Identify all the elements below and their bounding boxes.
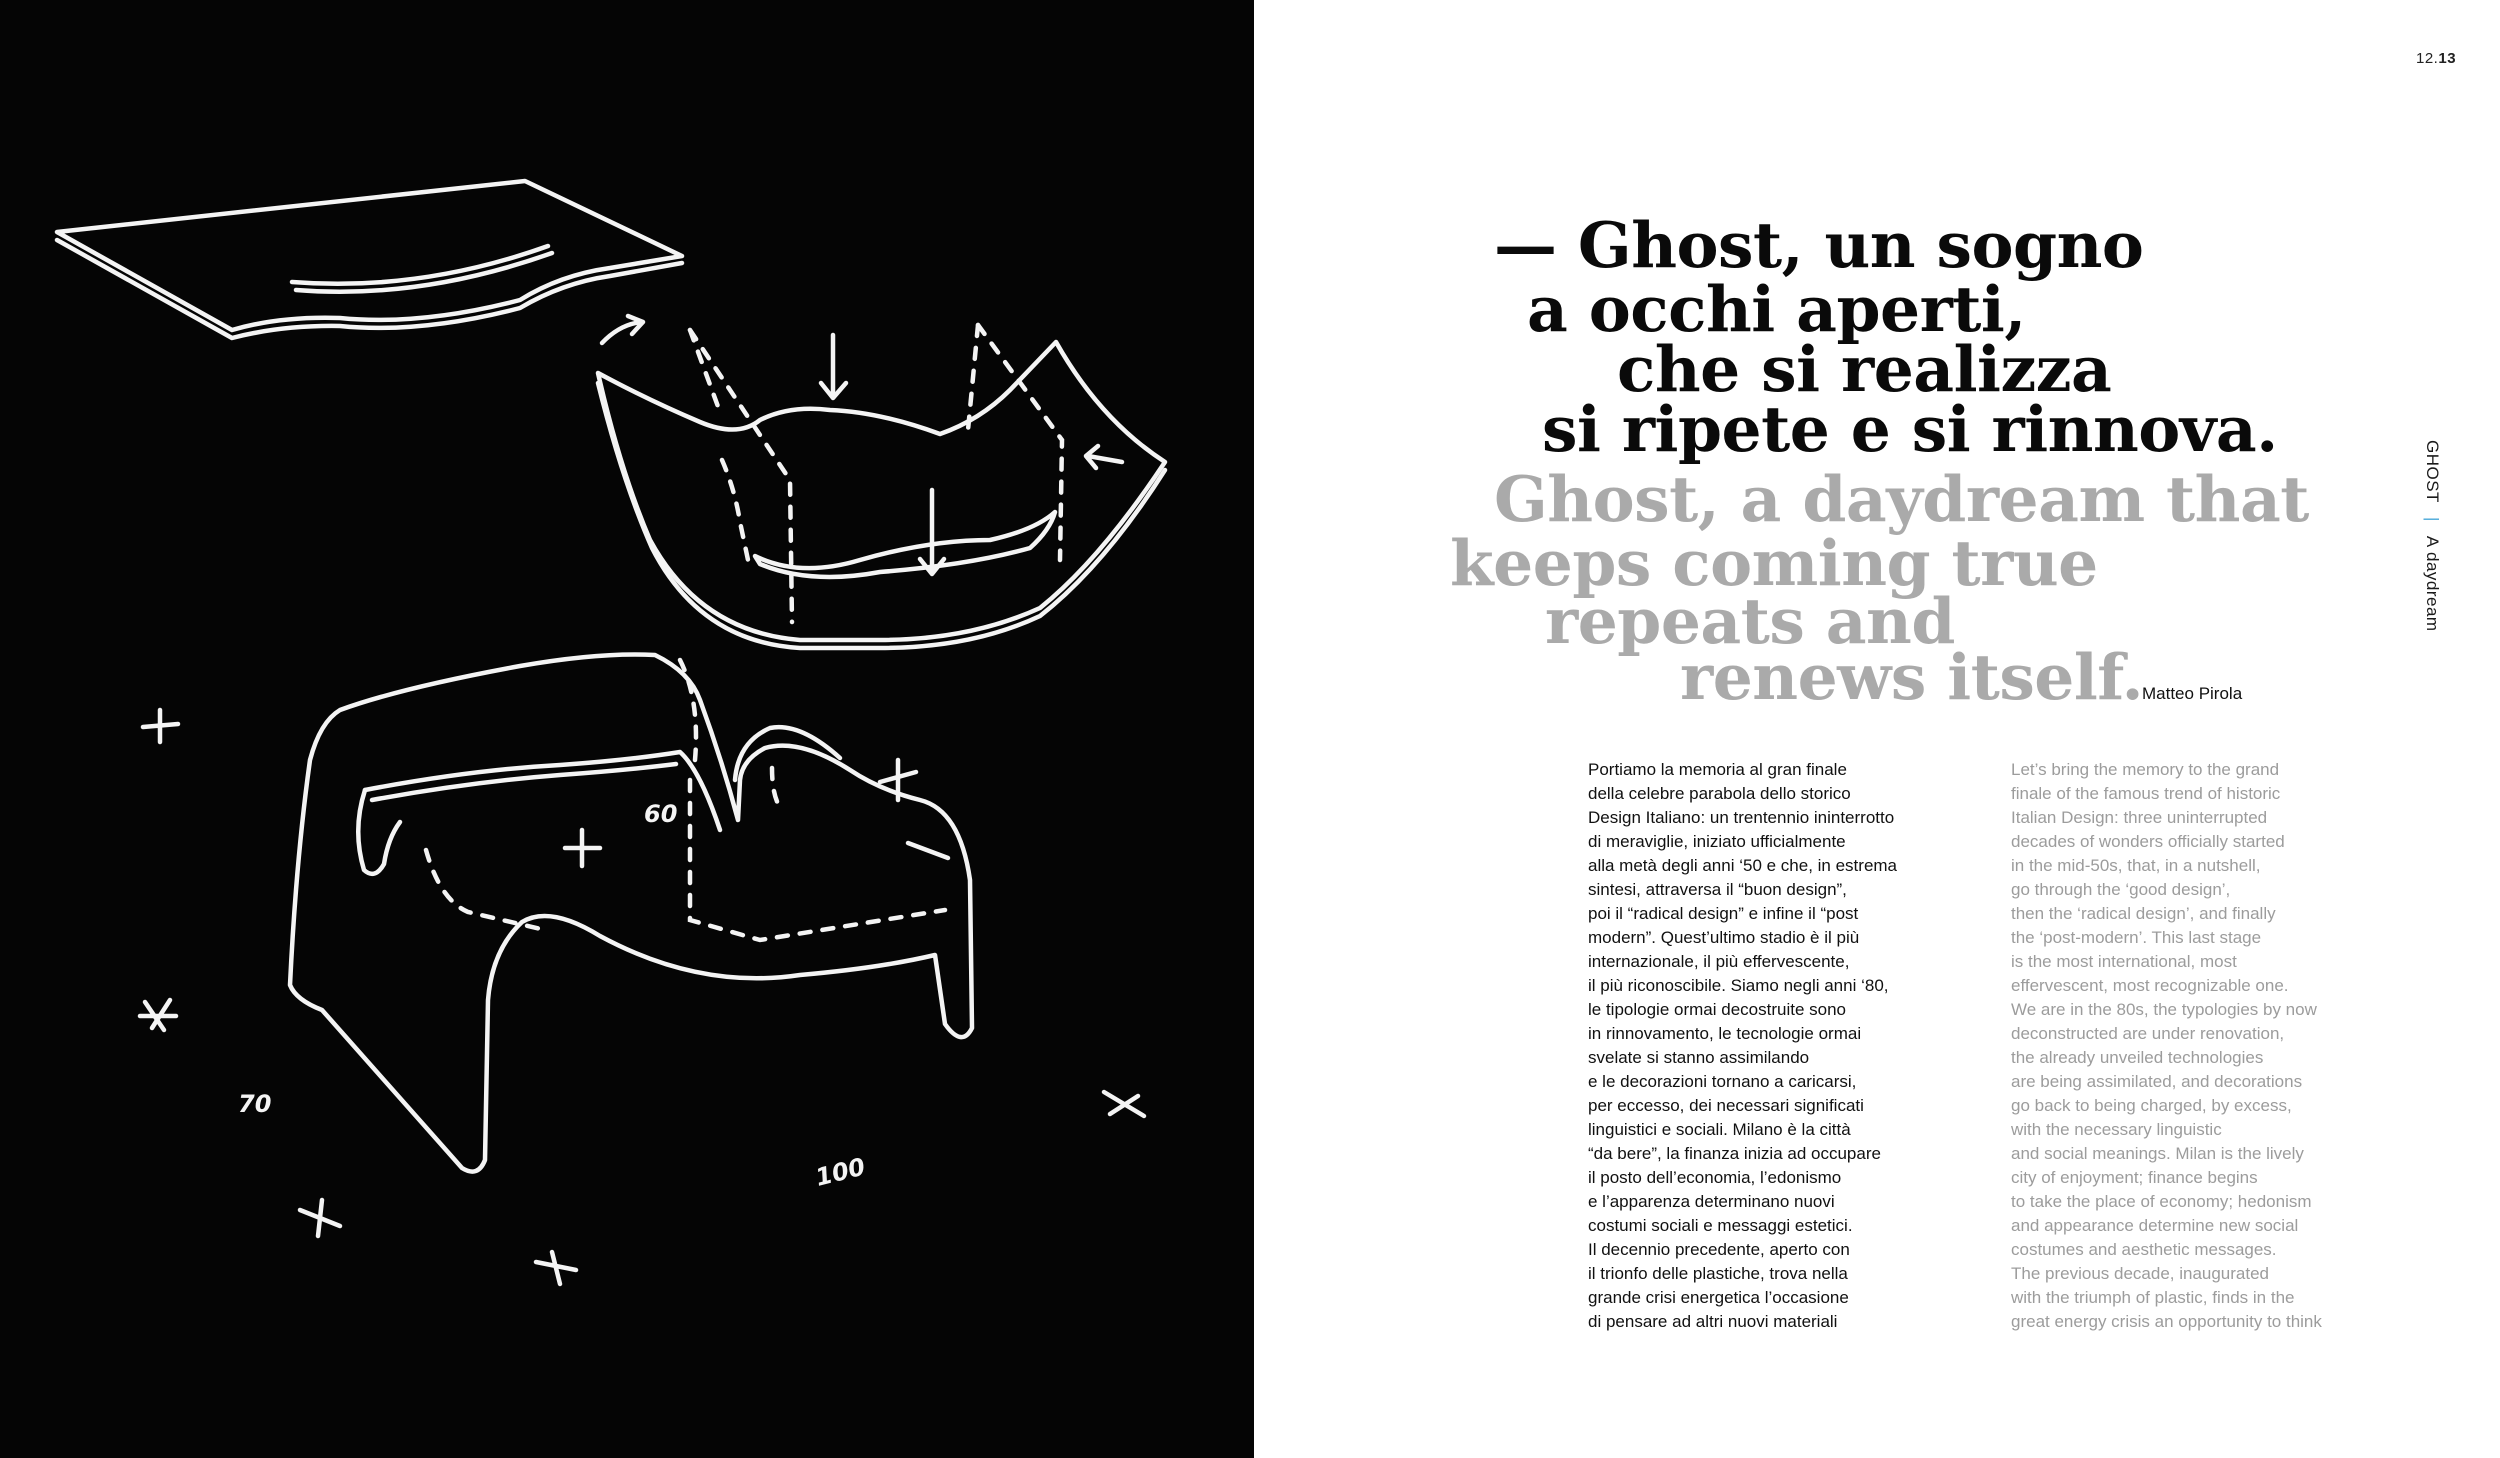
body-english-column bbox=[2011, 758, 2322, 1334]
body-line: city of enjoyment; finance begins bbox=[2011, 1168, 2258, 1187]
section-title: GHOST bbox=[2423, 440, 2442, 503]
body-line: il trionfo delle plastiche, trova nella bbox=[1588, 1264, 1848, 1283]
body-line: alla metà degli anni ‘50 e che, in estrema bbox=[1588, 856, 1898, 875]
body-line: with the triumph of plastic, finds in the bbox=[2011, 1288, 2295, 1307]
page-number bbox=[2416, 50, 2456, 67]
section-tab-text bbox=[2422, 440, 2442, 632]
body-line: costumes and aesthetic messages. bbox=[2011, 1240, 2277, 1259]
body-line: finale of the famous trend of historic bbox=[2011, 784, 2281, 803]
body-line: di pensare ad altri nuovi materiali bbox=[1588, 1312, 1838, 1331]
body-line: costumi sociali e messaggi estetici. bbox=[1588, 1216, 1853, 1235]
body-line: il posto dell’economia, l’edonismo bbox=[1588, 1168, 1842, 1187]
section-separator: | bbox=[2423, 516, 2442, 522]
body-line: go back to being charged, by excess, bbox=[2011, 1096, 2292, 1115]
body-line: per eccesso, dei necessari significati bbox=[1588, 1096, 1864, 1115]
body-line: in rinnovamento, le tecnologie ormai bbox=[1588, 1024, 1862, 1043]
body-line: grande crisi energetica l’occasione bbox=[1588, 1288, 1849, 1307]
cross-marks bbox=[140, 710, 1144, 1284]
body-line: sintesi, attraversa il “buon design”, bbox=[1588, 880, 1847, 899]
body-line: deconstructed are under renovation, bbox=[2011, 1024, 2285, 1043]
section-subtitle: A daydream bbox=[2423, 535, 2442, 632]
page-number-prefix: 12. bbox=[2416, 50, 2439, 67]
body-line: Italian Design: three uninterrupted bbox=[2011, 808, 2268, 827]
body-line: il più riconoscibile. Siamo negli anni ‘80, bbox=[1588, 976, 1889, 995]
body-line: the already unveiled technologies bbox=[2011, 1048, 2264, 1067]
body-line: great energy crisis an opportunity to think bbox=[2011, 1312, 2322, 1331]
body-line: e l’apparenza determinano nuovi bbox=[1588, 1192, 1835, 1211]
section-tab bbox=[2420, 440, 2450, 680]
quote-english-line-2: keeps coming true bbox=[1450, 526, 2098, 600]
quote-english-line-1: Ghost, a daydream that bbox=[1494, 462, 2309, 536]
sketch-dimension-100: 100 bbox=[812, 1152, 869, 1192]
body-line: di meraviglie, iniziato ufficialmente bbox=[1588, 832, 1846, 851]
body-line: linguistici e sociali. Milano è la città bbox=[1588, 1120, 1851, 1139]
quote-italian-line-3: che si realizza bbox=[1617, 332, 2112, 406]
body-line: effervescent, most recognizable one. bbox=[2011, 976, 2289, 995]
body-line: Design Italiano: un trentennio ininterrotto bbox=[1588, 808, 1895, 827]
body-line: then the ‘radical design’, and finally bbox=[2011, 904, 2276, 923]
body-line: e le decorazioni tornano a caricarsi, bbox=[1588, 1072, 1857, 1091]
flat-sheet-drawing bbox=[57, 181, 682, 338]
folded-shell-drawing bbox=[598, 316, 1165, 648]
sketch-dimension-60: 60 bbox=[644, 800, 678, 828]
body-line: with the necessary linguistic bbox=[2011, 1120, 2222, 1139]
body-line: Portiamo la memoria al gran finale bbox=[1588, 760, 1847, 779]
body-line: The previous decade, inaugurated bbox=[2011, 1264, 2270, 1283]
quote-italian-line-2: a occhi aperti, bbox=[1527, 272, 2026, 346]
body-line: “da bere”, la finanza inizia ad occupare bbox=[1588, 1144, 1881, 1163]
page-number-current: 13 bbox=[2438, 50, 2457, 67]
body-line: Let’s bring the memory to the grand bbox=[2011, 760, 2280, 779]
body-line: and appearance determine new social bbox=[2011, 1216, 2299, 1235]
quote-english-line-3: repeats and bbox=[1545, 584, 1955, 658]
body-line: the ‘post-modern’. This last stage bbox=[2011, 928, 2262, 947]
body-line: Il decennio precedente, aperto con bbox=[1588, 1240, 1850, 1259]
body-line: internazionale, il più effervescente, bbox=[1588, 952, 1850, 971]
body-line: della celebre parabola dello storico bbox=[1588, 784, 1851, 803]
body-italian-column bbox=[1588, 758, 1897, 1334]
body-line: to take the place of economy; hedonism bbox=[2011, 1192, 2312, 1211]
body-line: decades of wonders officially started bbox=[2011, 832, 2285, 851]
body-line: poi il “radical design” e infine il “post bbox=[1588, 904, 1859, 923]
body-line: modern”. Quest’ultimo stadio è il più bbox=[1588, 928, 1860, 947]
body-line: are being assimilated, and decorations bbox=[2011, 1072, 2303, 1091]
body-line: in the mid-50s, that, in a nutshell, bbox=[2011, 856, 2261, 875]
body-line: le tipologie ormai decostruite sono bbox=[1588, 1000, 1846, 1019]
quote-italian-line-1: — Ghost, un sogno bbox=[1494, 208, 2144, 282]
quote-italian-line-4: si ripete e si rinnova. bbox=[1542, 392, 2278, 466]
armchair-drawing bbox=[290, 654, 972, 1171]
body-line: We are in the 80s, the typologies by now bbox=[2011, 1000, 2317, 1019]
body-line: and social meanings. Milan is the lively bbox=[2011, 1144, 2304, 1163]
sketch-dimension-70: 70 bbox=[238, 1090, 272, 1118]
quote-author: Matteo Pirola bbox=[2142, 684, 2243, 703]
body-line: go through the ‘good design’, bbox=[2011, 880, 2231, 899]
body-line: is the most international, most bbox=[2011, 952, 2237, 971]
body-line: svelate si stanno assimilando bbox=[1588, 1048, 1810, 1067]
quote-english-line-4: renews itself. bbox=[1680, 640, 2144, 714]
